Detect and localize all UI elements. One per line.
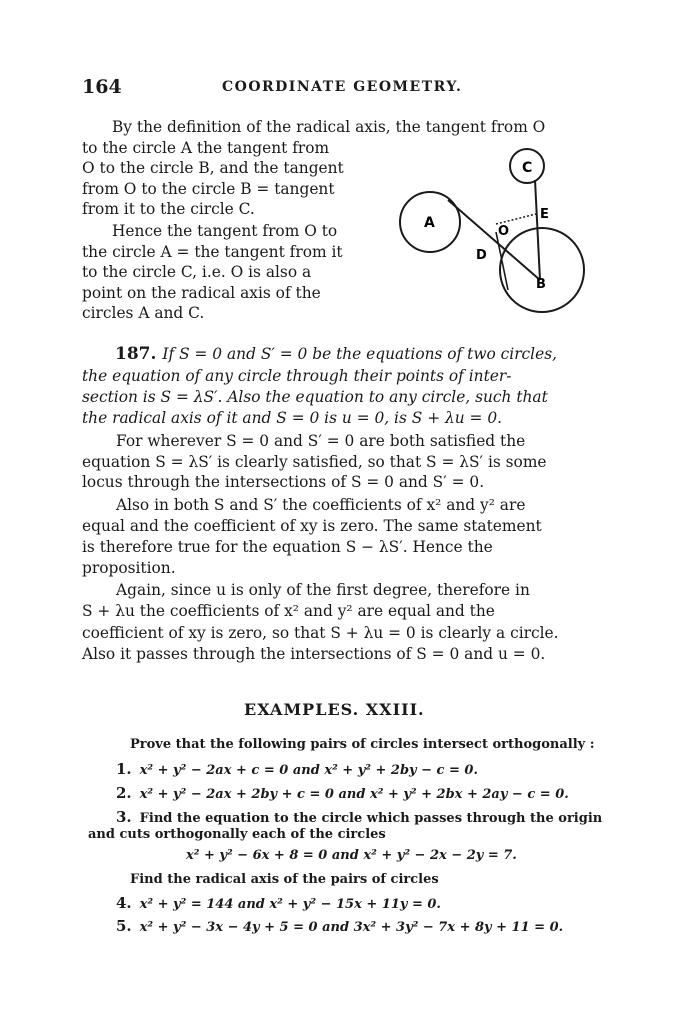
radical-axis-intro: Find the radical axis of the pairs of circles — [130, 872, 439, 887]
proof3-line-1: Again, since u is only of the first degree, therefore in — [116, 581, 530, 599]
example-2-text: x² + y² − 2ax + 2by + c = 0 and x² + y² + 2bx + 2ay − c = 0. — [139, 787, 569, 802]
example-2-number: 2. — [116, 784, 132, 802]
example-4 — [116, 894, 441, 914]
label-d: D — [476, 248, 487, 263]
para1-line-3: O to the circle B, and the tangent — [82, 159, 344, 177]
examples-heading: EXAMPLES. XXIII. — [244, 700, 425, 719]
statement-line-2: the equation of any circle through their points of inter- — [82, 367, 512, 385]
proof1-line-2: equation S = λS′ is clearly satisfied, so that S = λS′ is some — [82, 453, 547, 471]
statement-line-4: the radical axis of it and S = 0 is u = 0, is S + λu = 0. — [82, 409, 503, 427]
example-1 — [116, 760, 478, 780]
label-c: C — [522, 160, 533, 176]
para2-line-3: to the circle C, i.e. O is also a — [82, 263, 312, 281]
example-5 — [116, 917, 563, 937]
proof1-line-3: locus through the intersections of S = 0 and S′ = 0. — [82, 473, 485, 491]
proof3-line-4: Also it passes through the intersections of S = 0 and u = 0. — [82, 645, 546, 663]
para1-line-4: from O to the circle B = tangent — [82, 180, 335, 198]
example-2 — [116, 784, 569, 804]
proof3-line-3: coefficient of xy is zero, so that S + λu = 0 is clearly a circle. — [82, 624, 559, 642]
tangent-line-c — [535, 180, 540, 280]
label-b: B — [536, 277, 546, 292]
dotted-line-oe — [496, 214, 536, 224]
section-187-line-1 — [115, 344, 557, 364]
page-number: 164 — [82, 76, 122, 98]
example-3-text-a: Find the equation to the circle which passes through the origin — [139, 811, 603, 826]
radical-axis-figure — [390, 140, 600, 320]
para2-line-2: the circle A = the tangent from it — [82, 243, 343, 261]
section-number: 187. — [115, 344, 157, 364]
example-3-line-2: and cuts orthogonally each of the circles — [88, 827, 386, 842]
para1-line-5: from it to the circle C. — [82, 200, 255, 218]
proof2-line-4: proposition. — [82, 559, 176, 577]
running-head: COORDINATE GEOMETRY. — [222, 79, 463, 95]
example-4-text: x² + y² = 144 and x² + y² − 15x + 11y = 0. — [139, 897, 441, 912]
examples-intro: Prove that the following pairs of circles intersect orthogonally : — [130, 737, 595, 752]
example-1-number: 1. — [116, 760, 132, 778]
statement-line-1: If S = 0 and S′ = 0 be the equations of two circles, — [162, 345, 558, 363]
example-3 — [116, 808, 602, 828]
example-4-number: 4. — [116, 894, 132, 912]
proof1-line-1: For wherever S = 0 and S′ = 0 are both satisfied the — [116, 432, 526, 450]
para2-line-1: Hence the tangent from O to — [112, 222, 338, 240]
para2-line-4: point on the radical axis of the — [82, 284, 321, 302]
example-1-text: x² + y² − 2ax + c = 0 and x² + y² + 2by − c = 0. — [139, 763, 478, 778]
example-3-equation: x² + y² − 6x + 8 = 0 and x² + y² − 2x − 2y = 7. — [186, 848, 517, 863]
tangent-line-a — [448, 200, 540, 280]
label-o: O — [498, 224, 510, 239]
para2-line-5: circles A and C. — [82, 304, 205, 322]
example-3-number: 3. — [116, 808, 132, 826]
para1-line-1: By the definition of the radical axis, the tangent from O — [112, 118, 546, 136]
proof2-line-1: Also in both S and S′ the coefficients of x² and y² are — [116, 496, 526, 514]
proof3-line-2: S + λu the coefficients of x² and y² are equal and the — [82, 602, 495, 620]
statement-line-3: section is S = λS′. Also the equation to any circle, such that — [82, 388, 548, 406]
para1-line-2: to the circle A the tangent from — [82, 139, 330, 157]
example-5-number: 5. — [116, 917, 132, 935]
example-5-text: x² + y² − 3x − 4y + 5 = 0 and 3x² + 3y² − 7x + 8y + 11 = 0. — [139, 920, 564, 935]
proof2-line-3: is therefore true for the equation S − λS′. Hence the — [82, 538, 493, 556]
label-e: E — [540, 207, 549, 222]
circle-b — [500, 228, 584, 312]
label-a: A — [424, 215, 435, 231]
proof2-line-2: equal and the coefficient of xy is zero. The same statement — [82, 517, 542, 535]
